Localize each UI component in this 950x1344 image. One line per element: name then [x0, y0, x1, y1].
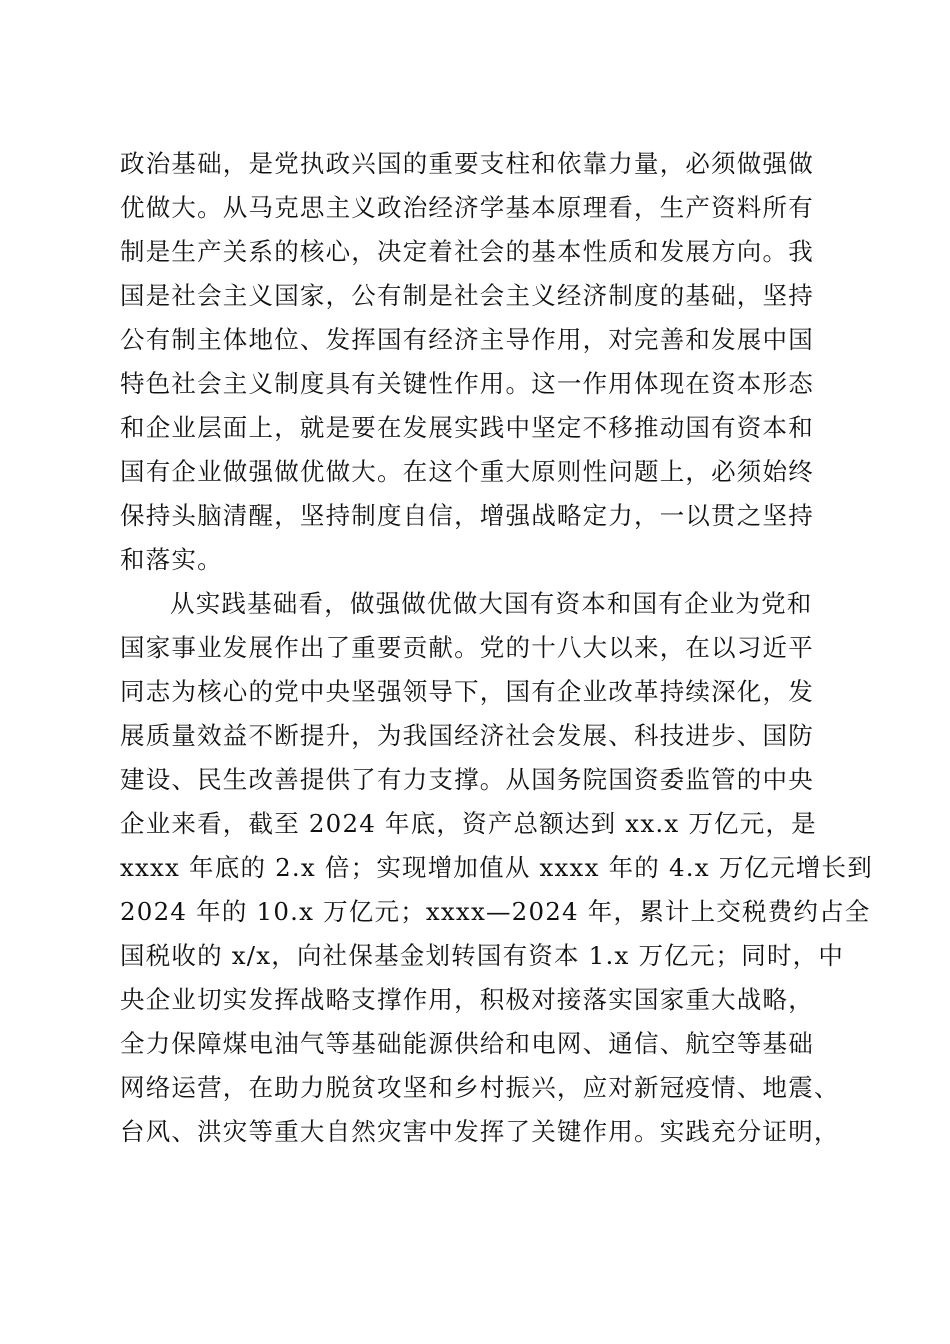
text-line: 企业来看，截至 2024 年底，资产总额达到 xx.x 万亿元，是	[120, 809, 817, 838]
text-line: 网络运营，在助力脱贫攻坚和乡村振兴，应对新冠疫情、地震、	[120, 1073, 840, 1102]
text-line: 优做大。从马克思主义政治经济学基本原理看，生产资料所有	[120, 193, 814, 222]
paragraph-first-line: 从实践基础看，做强做优做大国有资本和国有企业为党和	[170, 589, 813, 618]
text-line: 政治基础，是党执政兴国的重要支柱和依靠力量，必须做强做	[120, 149, 814, 178]
text-line: 国有企业做强做优做大。在这个重大原则性问题上，必须始终	[120, 457, 814, 486]
text-line: 同志为核心的党中央坚强领导下，国有企业改革持续深化，发	[120, 677, 814, 706]
text-line: 全力保障煤电油气等基础能源供给和电网、通信、航空等基础	[120, 1029, 814, 1058]
text-line: xxxx 年底的 2.x 倍；实现增加值从 xxxx 年的 4.x 万亿元增长到	[120, 853, 873, 882]
text-line: 保持头脑清醒，坚持制度自信，增强战略定力，一以贯之坚持	[120, 501, 814, 530]
text-line: 公有制主体地位、发挥国有经济主导作用，对完善和发展中国	[120, 325, 814, 354]
text-line: 2024 年的 10.x 万亿元；xxxx—2024 年，累计上交税费约占全	[120, 897, 871, 926]
text-line: 央企业切实发挥战略支撑作用，积极对接落实国家重大战略，	[120, 985, 814, 1014]
text-line: 特色社会主义制度具有关键性作用。这一作用体现在资本形态	[120, 369, 814, 398]
text-line: 国是社会主义国家，公有制是社会主义经济制度的基础，坚持	[120, 281, 814, 310]
text-line: 和落实。	[120, 545, 223, 574]
body-text	[120, 142, 873, 1154]
text-line: 和企业层面上，就是要在发展实践中坚定不移推动国有资本和	[120, 413, 814, 442]
text-line: 展质量效益不断提升，为我国经济社会发展、科技进步、国防	[120, 721, 814, 750]
text-line: 制是生产关系的核心，决定着社会的基本性质和发展方向。我	[120, 237, 814, 266]
text-line: 台风、洪灾等重大自然灾害中发挥了关键作用。实践充分证明，	[120, 1117, 840, 1146]
text-line: 国家事业发展作出了重要贡献。党的十八大以来，在以习近平	[120, 633, 814, 662]
text-line: 国税收的 x/x，向社保基金划转国有资本 1.x 万亿元；同时，中	[120, 941, 845, 970]
text-line: 建设、民生改善提供了有力支撑。从国务院国资委监管的中央	[120, 765, 814, 794]
